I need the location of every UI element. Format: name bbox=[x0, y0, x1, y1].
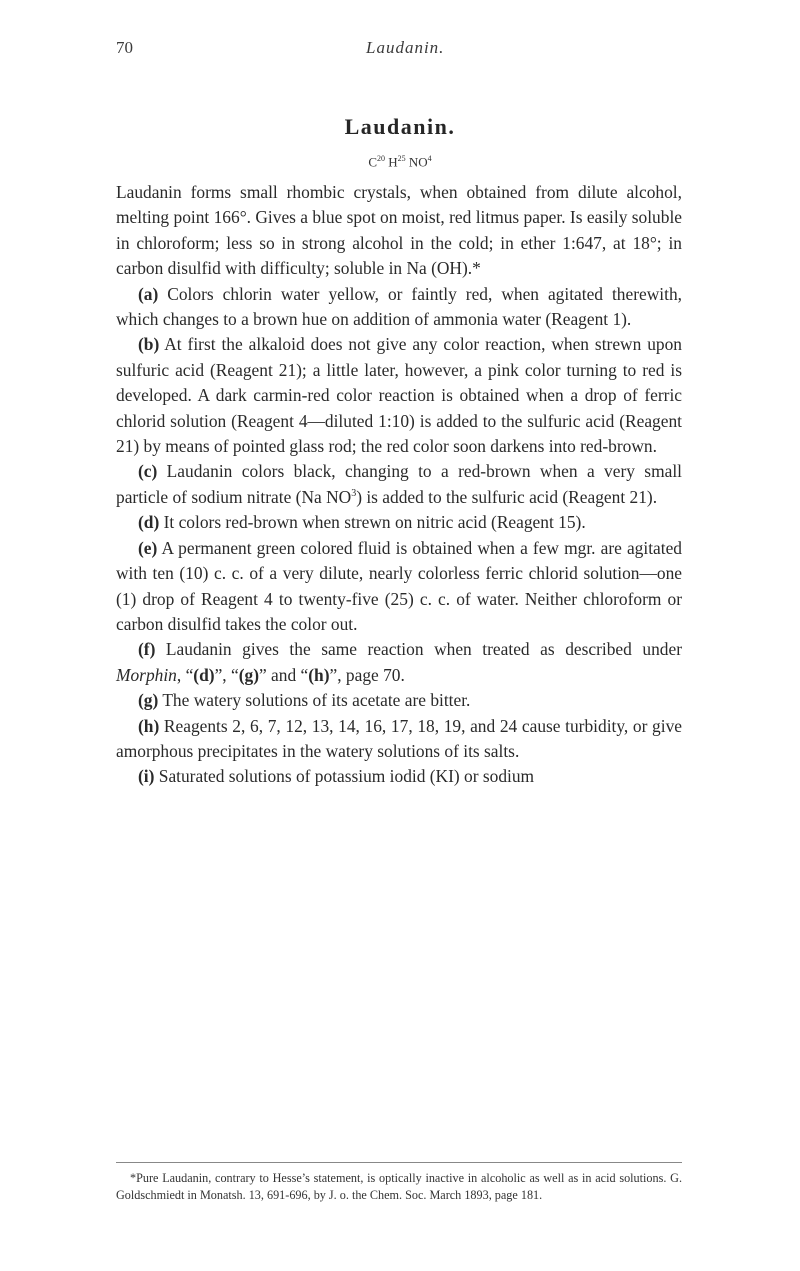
reaction-b-text: At first the alkaloid does not give any color reaction, when strewn upon sulfuric acid (Reagent 21); a little later, however, a pink color turning to red is developed. A dark carmin-red color reaction is obtained when a drop of ferric chlorid solution (Reagent 4—diluted 1:10) is added to the sulfuric acid (Reagent 21) by means of pointed glass rod; the red color soon darkens into red-brown. bbox=[116, 334, 682, 457]
reaction-c-text-end: ) is added to the sulfuric acid (Reagent 21). bbox=[356, 486, 658, 507]
reaction-h bbox=[116, 714, 682, 765]
formula-h: H bbox=[388, 154, 398, 170]
reaction-f-text: Laudanin gives the same reaction when treated as described under bbox=[155, 639, 682, 660]
page-number: 70 bbox=[116, 38, 133, 57]
reaction-c-label: (c) bbox=[138, 461, 158, 482]
intro-paragraph bbox=[116, 180, 682, 282]
reaction-f-end: ”, page 70. bbox=[329, 664, 405, 685]
intro-text: Laudanin forms small rhombic crystals, when obtained from dilute alcohol, melting point 166°. Gives a blue spot on moist, red litmus paper. Is easily soluble in chloroform; less so in strong alcohol in the cold; in ether 1:647, at 18°; in carbon disulfid with difficulty; soluble in Na (OH).* bbox=[116, 182, 682, 279]
reaction-c-subscript: 3 bbox=[351, 488, 357, 500]
reaction-f-sep3: ” and “ bbox=[258, 664, 309, 685]
reaction-d-label: (d) bbox=[138, 512, 160, 533]
reaction-f-ref-h: (h) bbox=[308, 664, 330, 685]
chemical-formula bbox=[0, 154, 800, 170]
footnote-divider bbox=[116, 1162, 682, 1163]
reaction-i-text: Saturated solutions of potassium iodid (KI) or sodium bbox=[154, 766, 535, 787]
formula-c: C bbox=[368, 154, 377, 170]
reaction-f-label: (f) bbox=[138, 639, 156, 660]
reaction-e-text: A permanent green colored fluid is obtained when a few mgr. are agitated with ten (10) c. c. of a very dilute, nearly colorless ferric chlorid solution—one (1) drop of Reagent 4 to twenty-five (25) c. c. of water. Neither chloroform or carbon disulfid takes the color out. bbox=[116, 537, 682, 634]
reaction-a-text: Colors chlorin water yellow, or faintly red, when agitated therewith, which changes to a brown hue on addition of ammonia water (Reagent 1). bbox=[116, 283, 682, 330]
reaction-i-label: (i) bbox=[138, 766, 155, 787]
reaction-b-label: (b) bbox=[138, 334, 160, 355]
formula-h-count: 25 bbox=[397, 154, 406, 163]
reaction-h-text: Reagents 2, 6, 7, 12, 13, 14, 16, 17, 18, 19, and 24 cause turbidity, or give amorphous precipitates in the watery solutions of its salts. bbox=[116, 715, 682, 761]
reaction-a-label: (a) bbox=[138, 283, 159, 304]
reaction-h-label: (h) bbox=[138, 715, 160, 736]
reaction-f-morphin: Morphin bbox=[116, 664, 177, 685]
reaction-f-ref-d: (d) bbox=[193, 664, 215, 685]
section-title: Laudanin. bbox=[344, 114, 456, 139]
reaction-c bbox=[116, 459, 682, 510]
reaction-c-text: Laudanin colors black, changing to a red-brown when a very small particle of sodium nitrate (Na NO bbox=[116, 461, 682, 507]
reaction-g bbox=[116, 688, 682, 713]
reaction-d-text: It colors red-brown when strewn on nitric acid (Reagent 15). bbox=[159, 512, 586, 533]
reaction-d bbox=[116, 510, 682, 535]
reaction-a bbox=[116, 282, 682, 333]
reaction-g-label: (g) bbox=[138, 690, 159, 711]
reaction-b bbox=[116, 332, 682, 459]
formula-c-count: 20 bbox=[377, 154, 385, 163]
body-text bbox=[116, 180, 682, 790]
reaction-i bbox=[116, 764, 682, 789]
reaction-f-ref-g: (g) bbox=[238, 664, 259, 685]
formula-no: NO bbox=[408, 154, 428, 170]
reaction-f-sep1: , “ bbox=[176, 664, 194, 685]
formula-o-count: 4 bbox=[427, 154, 432, 163]
reaction-f bbox=[116, 637, 682, 688]
reaction-e-label: (e) bbox=[138, 537, 158, 558]
reaction-f-sep2: ”, “ bbox=[214, 664, 239, 685]
reaction-g-text: The watery solutions of its acetate are bitter. bbox=[158, 690, 471, 711]
running-title: Laudanin. bbox=[366, 38, 445, 57]
reaction-e bbox=[116, 536, 682, 638]
footnote: *Pure Laudanin, contrary to Hesse’s statement, is optically inactive in alcoholic as well as in acid solutions. G. Goldschmiedt in Monatsh. 13, 691-696, by J. o. the Chem. Soc. March 1893, page 181. bbox=[116, 1171, 682, 1202]
